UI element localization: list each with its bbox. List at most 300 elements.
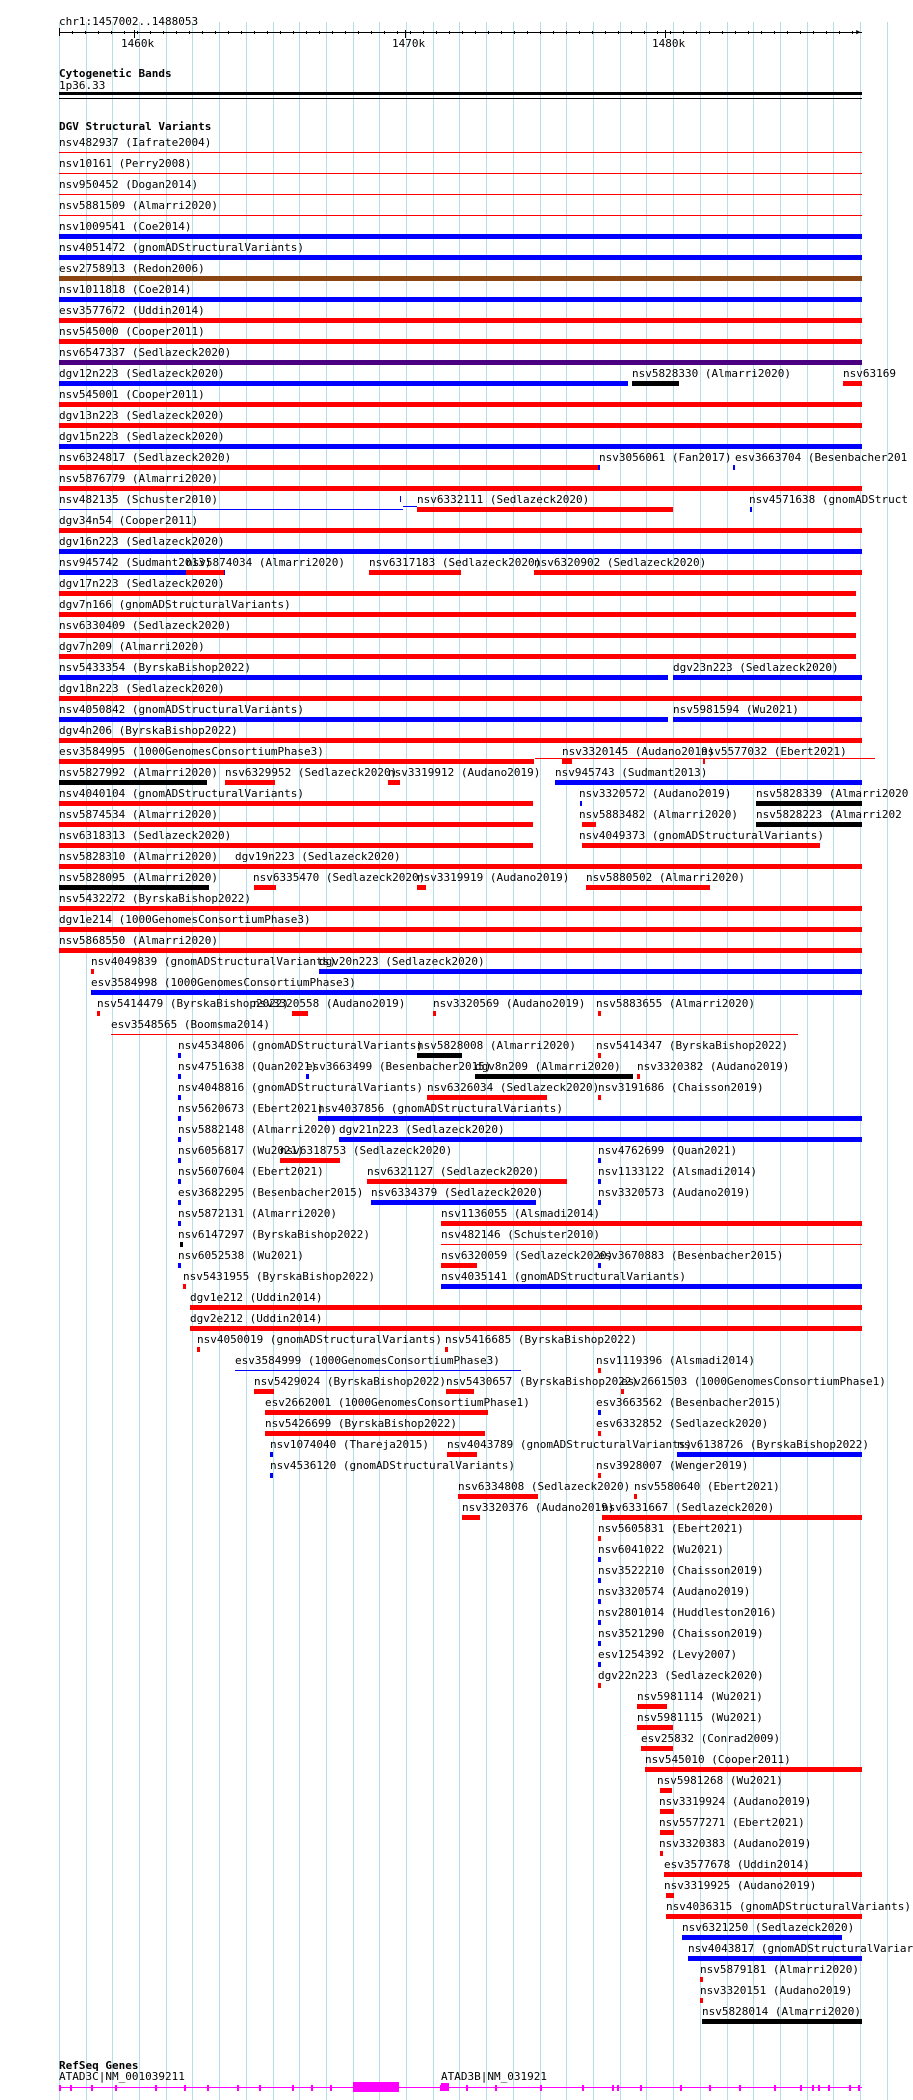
variant-label: nsv5981114 (Wu2021)	[637, 1690, 763, 1703]
variant-tick[interactable]	[700, 1998, 703, 2003]
variant-tick[interactable]	[598, 1263, 601, 1268]
gene-exon[interactable]	[91, 2085, 93, 2091]
variant-label: nsv5874534 (Almarri2020)	[59, 808, 218, 821]
variant-label: nsv945743 (Sudmant2013)	[555, 766, 708, 779]
variant-label: nsv3320145 (Audano2019)	[562, 745, 715, 758]
variant-line	[59, 194, 862, 195]
variant-bar[interactable]	[59, 906, 862, 911]
variant-label: nsv5416685 (ByrskaBishop2022)	[445, 1333, 638, 1346]
variant-tick[interactable]	[598, 1683, 601, 1688]
variant-label: esv3584999 (1000GenomesConsortiumPhase3)	[235, 1354, 500, 1367]
variant-bar[interactable]	[641, 1746, 673, 1751]
ruler-minor-tick	[657, 31, 658, 34]
variant-tick[interactable]	[580, 801, 582, 806]
variant-tick[interactable]	[197, 1347, 200, 1352]
variant-bar[interactable]	[441, 1263, 477, 1268]
cytoband-bar[interactable]	[59, 92, 862, 95]
variant-label: nsv3191686 (Chaisson2019)	[598, 1081, 764, 1094]
ruler-minor-tick	[683, 31, 684, 34]
variant-bar[interactable]	[59, 801, 533, 806]
variant-tick[interactable]	[598, 1662, 601, 1667]
variant-bar[interactable]	[632, 381, 679, 386]
variant-tick[interactable]	[598, 1410, 601, 1415]
variant-label: nsv4043789 (gnomADStructuralVariants)	[447, 1438, 693, 1451]
ruler-minor-tick	[722, 31, 723, 34]
variant-tick[interactable]	[598, 1158, 601, 1163]
variant-bar[interactable]	[673, 675, 862, 680]
variant-label: nsv6138726 (ByrskaBishop2022)	[677, 1438, 870, 1451]
gene-exon[interactable]	[812, 2085, 814, 2091]
variant-label: nsv3056061 (Fan2017)	[599, 451, 732, 464]
variant-bar[interactable]	[186, 570, 224, 575]
variant-label: nsv1133122 (Alsmadi2014)	[598, 1165, 757, 1178]
variant-tick[interactable]	[598, 1053, 601, 1058]
variant-tick[interactable]	[178, 1137, 181, 1142]
variant-bar[interactable]	[441, 1284, 862, 1289]
variant-label: esv2662001 (1000GenomesConsortiumPhase1)	[265, 1396, 530, 1409]
variant-label: dgv8n209 (Almarri2020)	[475, 1060, 621, 1073]
variant-label: nsv3320573 (Audano2019)	[598, 1186, 751, 1199]
gene-exon[interactable]	[849, 2085, 851, 2091]
variant-label: nsv4049373 (gnomADStructuralVariants)	[579, 829, 825, 842]
variant-label: nsv5431955 (ByrskaBishop2022)	[183, 1270, 376, 1283]
refseq-track-title: RefSeq Genes	[59, 2059, 139, 2072]
variant-bar[interactable]	[235, 864, 862, 869]
variant-bar[interactable]	[367, 1179, 567, 1184]
ruler-minor-tick	[436, 31, 437, 34]
variant-label: nsv6324817 (Sedlazeck2020)	[59, 451, 232, 464]
variant-label: esv25832 (Conrad2009)	[641, 1732, 781, 1745]
variant-label: nsv482146 (Schuster2010)	[441, 1228, 600, 1241]
ruler-minor-tick	[189, 31, 190, 34]
ruler-minor-tick	[735, 31, 736, 34]
variant-bar[interactable]	[388, 780, 400, 785]
ruler-minor-tick	[332, 31, 333, 34]
variant-bar[interactable]	[843, 381, 862, 386]
variant-label: nsv3320569 (Audano2019)	[433, 997, 586, 1010]
variant-tick[interactable]	[598, 1179, 601, 1184]
variant-bar[interactable]	[59, 423, 862, 428]
variant-label: nsv545000 (Cooper2011)	[59, 325, 205, 338]
ruler-minor-tick	[813, 31, 814, 34]
variant-bar[interactable]	[59, 318, 862, 323]
variant-tick[interactable]	[183, 1284, 186, 1289]
variant-bar[interactable]	[265, 1410, 488, 1415]
variant-bar[interactable]	[664, 1872, 862, 1877]
gene-exon[interactable]	[184, 2085, 186, 2091]
variant-bar[interactable]	[225, 780, 275, 785]
variant-tick[interactable]	[598, 465, 600, 470]
variant-label: esv1254392 (Levy2007)	[598, 1648, 738, 1661]
variant-label: nsv6330409 (Sedlazeck2020)	[59, 619, 232, 632]
variant-tick[interactable]	[178, 1263, 181, 1268]
variant-label: esv3663704 (Besenbacher201	[735, 451, 908, 464]
variant-line	[535, 758, 875, 759]
variant-label: nsv6052538 (Wu2021)	[178, 1249, 304, 1262]
variant-bar[interactable]	[59, 843, 533, 848]
variant-label: nsv3521290 (Chaisson2019)	[598, 1627, 764, 1640]
variant-tick[interactable]	[598, 1641, 601, 1646]
variant-label: nsv5882148 (Almarri2020)	[178, 1123, 337, 1136]
variant-label: esv2758913 (Redon2006)	[59, 262, 205, 275]
variant-tick[interactable]	[598, 1011, 601, 1016]
variant-label: nsv1011818 (Coe2014)	[59, 283, 192, 296]
variant-tick[interactable]	[445, 1347, 448, 1352]
gene-exon[interactable]	[207, 2085, 209, 2091]
variant-label: nsv5429024 (ByrskaBishop2022)	[254, 1375, 447, 1388]
variant-bar[interactable]	[756, 822, 862, 827]
variant-bar[interactable]	[59, 381, 628, 386]
variant-bar[interactable]	[534, 570, 862, 575]
variant-bar[interactable]	[660, 1830, 674, 1835]
variant-label: nsv6334808 (Sedlazeck2020)	[458, 1480, 631, 1493]
ruler-minor-tick	[709, 31, 710, 34]
variant-tick[interactable]	[598, 1200, 601, 1205]
variant-tick[interactable]	[598, 1599, 601, 1604]
gene-label-atad3c: ATAD3C|NM_001039211	[59, 2070, 185, 2083]
variant-label: nsv3319925 (Audano2019)	[664, 1879, 817, 1892]
variant-line	[59, 173, 862, 174]
gene-exon[interactable]	[774, 2085, 776, 2091]
variant-label: nsv3320383 (Audano2019)	[659, 1837, 812, 1850]
variant-label: dgv20n223 (Sedlazeck2020)	[319, 955, 485, 968]
variant-label: dgv1e214 (1000GenomesConsortiumPhase3)	[59, 913, 311, 926]
variant-label: nsv5828014 (Almarri2020)	[702, 2005, 861, 2018]
variant-bar[interactable]	[462, 1515, 480, 1520]
variant-tick[interactable]	[598, 1431, 601, 1436]
variant-bar[interactable]	[562, 759, 572, 764]
variant-bar[interactable]	[446, 1389, 474, 1394]
variant-bar[interactable]	[59, 360, 862, 365]
variant-label: nsv5981115 (Wu2021)	[637, 1711, 763, 1724]
variant-label: nsv6547337 (Sedlazeck2020)	[59, 346, 232, 359]
variant-tick[interactable]	[598, 1473, 601, 1478]
ruler-minor-tick	[462, 31, 463, 34]
variant-bar[interactable]	[280, 1158, 340, 1163]
variant-line	[111, 1034, 798, 1035]
gene-exon[interactable]	[709, 2085, 711, 2091]
variant-bar[interactable]	[586, 885, 710, 890]
variant-tick[interactable]	[178, 1116, 181, 1121]
variant-label: nsv5872131 (Almarri2020)	[178, 1207, 337, 1220]
variant-label: esv3548565 (Boomsma2014)	[111, 1018, 270, 1031]
gene-exon[interactable]	[612, 2085, 614, 2091]
gene-exon[interactable]	[330, 2085, 332, 2091]
gene-exon[interactable]	[828, 2085, 830, 2091]
variant-tick[interactable]	[598, 1578, 601, 1583]
variant-label: nsv6321250 (Sedlazeck2020)	[682, 1921, 855, 1934]
variant-label: nsv5605831 (Ebert2021)	[598, 1522, 744, 1535]
variant-bar[interactable]	[59, 234, 862, 239]
variant-bar[interactable]	[59, 612, 856, 617]
variant-endcap	[400, 496, 401, 502]
variant-label: nsv2801014 (Huddleston2016)	[598, 1606, 777, 1619]
variant-label: nsv5879181 (Almarri2020)	[700, 1963, 859, 1976]
variant-tick[interactable]	[598, 1620, 601, 1625]
variant-bar[interactable]	[59, 255, 862, 260]
variant-label: dgv19n223 (Sedlazeck2020)	[235, 850, 401, 863]
variant-bar[interactable]	[458, 1494, 538, 1499]
variant-label: nsv4049839 (gnomADStructuralVariants)	[91, 955, 337, 968]
ruler-start-tick	[59, 28, 60, 36]
variant-label: esv3577678 (Uddin2014)	[664, 1858, 810, 1871]
gene-exon[interactable]	[155, 2085, 157, 2091]
variant-tick[interactable]	[270, 1452, 273, 1457]
variant-bar[interactable]	[339, 1137, 862, 1142]
variant-bar[interactable]	[59, 759, 534, 764]
variant-line	[59, 509, 403, 510]
location-label: chr1:1457002..1488053	[59, 15, 199, 28]
variant-bar[interactable]	[292, 1011, 308, 1016]
gene-exon[interactable]	[858, 2085, 860, 2091]
gene-exon[interactable]	[800, 2085, 802, 2091]
variant-bar[interactable]	[59, 675, 668, 680]
ruler-minor-tick	[748, 31, 749, 34]
variant-bar[interactable]	[59, 927, 862, 932]
gene-exon[interactable]	[739, 2085, 741, 2091]
variant-bar[interactable]	[59, 297, 862, 302]
variant-tick[interactable]	[180, 1242, 183, 1247]
gene-exon[interactable]	[466, 2085, 468, 2091]
variant-bar[interactable]	[682, 1935, 842, 1940]
variant-label: nsv1074040 (Thareja2015)	[270, 1438, 429, 1451]
variant-tick[interactable]	[270, 1473, 273, 1478]
variant-tick[interactable]	[637, 1074, 640, 1079]
variant-tick[interactable]	[91, 969, 94, 974]
variant-bar[interactable]	[59, 465, 599, 470]
variant-tick[interactable]	[733, 465, 735, 470]
variant-label: nsv5828095 (Almarri2020)	[59, 871, 218, 884]
variant-bar[interactable]	[677, 1452, 862, 1457]
ruler-minor-tick	[475, 31, 476, 34]
ruler-minor-tick	[800, 31, 801, 34]
variant-bar[interactable]	[254, 1389, 274, 1394]
variant-tick[interactable]	[598, 1536, 601, 1541]
ruler-minor-tick	[215, 31, 216, 34]
variant-bar[interactable]	[702, 2019, 862, 2024]
gene-exon[interactable]	[495, 2085, 497, 2091]
variant-bar[interactable]	[475, 1074, 633, 1079]
variant-bar[interactable]	[59, 486, 862, 491]
variant-bar[interactable]	[637, 1704, 667, 1709]
variant-label: nsv3319924 (Audano2019)	[659, 1795, 812, 1808]
variant-bar[interactable]	[91, 990, 862, 995]
ruler-minor-tick	[228, 31, 229, 34]
variant-label: esv6332852 (Sedlazeck2020)	[596, 1417, 769, 1430]
variant-bar[interactable]	[666, 1893, 674, 1898]
variant-bar[interactable]	[602, 1515, 862, 1520]
variant-bar[interactable]	[688, 1956, 862, 1961]
gene-exon[interactable]	[617, 2085, 619, 2091]
variant-bar[interactable]	[254, 885, 276, 890]
variant-bar[interactable]	[59, 822, 533, 827]
variant-bar[interactable]	[190, 1305, 862, 1310]
variant-bar[interactable]	[369, 570, 461, 575]
variant-tick[interactable]	[178, 1200, 181, 1205]
variant-bar[interactable]	[190, 1326, 862, 1331]
variant-label: nsv3320151 (Audano2019)	[700, 1984, 853, 1997]
ruler-minor-tick	[358, 31, 359, 34]
gene-exon[interactable]	[582, 2085, 584, 2091]
variant-label: nsv3320376 (Audano2019)	[462, 1501, 615, 1514]
ruler-minor-tick	[696, 31, 697, 34]
variant-bar[interactable]	[59, 738, 862, 743]
variant-tick[interactable]	[178, 1179, 181, 1184]
cytoband-track-title: Cytogenetic Bands	[59, 67, 172, 80]
variant-bar[interactable]	[59, 444, 862, 449]
variant-bar[interactable]	[417, 1053, 462, 1058]
variant-bar[interactable]	[59, 633, 856, 638]
variant-bar[interactable]	[59, 696, 862, 701]
ruler-minor-tick	[761, 31, 762, 34]
variant-label: dgv34n54 (Cooper2011)	[59, 514, 199, 527]
variant-bar[interactable]	[417, 885, 426, 890]
variant-label: nsv545001 (Cooper2011)	[59, 388, 205, 401]
variant-label: nsv5828008 (Almarri2020)	[417, 1039, 576, 1052]
ruler-minor-tick	[72, 31, 73, 34]
ruler-minor-tick	[137, 31, 138, 34]
variant-label: dgv2e212 (Uddin2014)	[190, 1312, 323, 1325]
variant-label: nsv6321127 (Sedlazeck2020)	[367, 1165, 540, 1178]
ruler-minor-tick	[397, 31, 398, 34]
variant-bar[interactable]	[637, 1725, 673, 1730]
variant-tick[interactable]	[306, 1074, 309, 1079]
ruler-label: 1480k	[652, 37, 686, 50]
variant-tick[interactable]	[598, 1557, 601, 1562]
ruler-minor-tick	[293, 31, 294, 34]
variant-label: nsv5827992 (Almarri2020)	[59, 766, 218, 779]
variant-tick[interactable]	[598, 1368, 601, 1373]
variant-bar[interactable]	[660, 1788, 672, 1793]
variant-bar[interactable]	[756, 801, 862, 806]
ruler-minor-tick	[852, 31, 853, 34]
gene-exon-block[interactable]	[441, 2083, 449, 2091]
variant-bar[interactable]	[318, 1116, 862, 1121]
variant-bar[interactable]	[59, 591, 856, 596]
variant-bar[interactable]	[441, 1221, 862, 1226]
variant-tick[interactable]	[634, 1494, 637, 1499]
variant-label: nsv3319912 (Audano2019)	[388, 766, 541, 779]
variant-bar[interactable]	[59, 528, 862, 533]
ruler-minor-tick	[176, 31, 177, 34]
ruler-minor-tick	[371, 31, 372, 34]
ruler-axis	[59, 32, 862, 33]
variant-label: nsv3320382 (Audano2019)	[637, 1060, 790, 1073]
variant-label: nsv950452 (Dogan2014)	[59, 178, 199, 191]
variant-bar[interactable]	[582, 843, 820, 848]
variant-tick[interactable]	[178, 1074, 181, 1079]
gene-exon[interactable]	[311, 2085, 313, 2091]
variant-bar[interactable]	[265, 1431, 485, 1436]
variant-label: nsv4536120 (gnomADStructuralVariants)	[270, 1459, 516, 1472]
ruler-minor-tick	[124, 31, 125, 34]
gene-exon[interactable]	[540, 2085, 542, 2091]
variant-bar[interactable]	[59, 717, 668, 722]
ruler-minor-tick	[410, 31, 411, 34]
variant-tick[interactable]	[178, 1053, 181, 1058]
variant-label: nsv4036315 (gnomADStructuralVariants)	[666, 1900, 912, 1913]
variant-bar[interactable]	[59, 276, 862, 281]
gene-exon[interactable]	[292, 2085, 294, 2091]
variant-bar[interactable]	[555, 780, 862, 785]
variant-bar[interactable]	[371, 1200, 536, 1205]
variant-tick[interactable]	[598, 1095, 601, 1100]
ruler-minor-tick	[488, 31, 489, 34]
variant-tick[interactable]	[178, 1221, 181, 1226]
gene-exon[interactable]	[70, 2085, 72, 2091]
variant-bar[interactable]	[645, 1767, 862, 1772]
variant-label: nsv6335470 (Sedlazeck2020)	[253, 871, 426, 884]
variant-bar[interactable]	[59, 885, 209, 890]
variant-label: dgv13n223 (Sedlazeck2020)	[59, 409, 225, 422]
variant-tick[interactable]	[433, 1011, 436, 1016]
variant-label: nsv5433354 (ByrskaBishop2022)	[59, 661, 252, 674]
gene-exon[interactable]	[640, 2085, 642, 2091]
variant-bar[interactable]	[660, 1809, 674, 1814]
variant-bar[interactable]	[666, 1914, 862, 1919]
gene-exon[interactable]	[59, 2085, 61, 2091]
ruler-minor-tick	[241, 31, 242, 34]
variant-label: dgv22n223 (Sedlazeck2020)	[598, 1669, 764, 1682]
variant-bar[interactable]	[59, 654, 856, 659]
gene-exon[interactable]	[259, 2085, 261, 2091]
cytoband-label: 1p36.33	[59, 79, 106, 92]
cytoband-border	[59, 98, 862, 99]
variant-label: nsv4035141 (gnomADStructuralVariants)	[441, 1270, 687, 1283]
variant-line	[235, 1370, 521, 1371]
gene-exon[interactable]	[115, 2085, 117, 2091]
variant-bar[interactable]	[319, 969, 862, 974]
variant-bar[interactable]	[59, 948, 862, 953]
variant-tick[interactable]	[700, 1977, 703, 1982]
variant-label: nsv5577032 (Ebert2021)	[701, 745, 847, 758]
variant-label: dgv7n166 (gnomADStructuralVariants)	[59, 598, 291, 611]
gene-exon[interactable]	[680, 2085, 682, 2091]
ruler-minor-tick	[644, 31, 645, 34]
variant-tick[interactable]	[178, 1095, 181, 1100]
variant-bar[interactable]	[582, 822, 596, 827]
variant-bar[interactable]	[427, 1095, 547, 1100]
ruler-minor-tick	[553, 31, 554, 34]
variant-tick[interactable]	[97, 1011, 100, 1016]
variant-label: dgv4n206 (ByrskaBishop2022)	[59, 724, 238, 737]
variant-tick[interactable]	[621, 1389, 624, 1394]
gene-exon[interactable]	[818, 2085, 820, 2091]
variant-tick[interactable]	[660, 1851, 663, 1856]
variant-bar[interactable]	[59, 549, 862, 554]
variant-label: nsv6331667 (Sedlazeck2020)	[602, 1501, 775, 1514]
variant-bar[interactable]	[59, 780, 207, 785]
variant-label: nsv5981594 (Wu2021)	[673, 703, 799, 716]
variant-label: nsv5828223 (Almarri202	[756, 808, 902, 821]
ruler-minor-tick	[774, 31, 775, 34]
variant-bar[interactable]	[59, 339, 862, 344]
variant-bar[interactable]	[59, 402, 862, 407]
gene-exon[interactable]	[237, 2085, 239, 2091]
variant-bar[interactable]	[673, 717, 862, 722]
variant-label: nsv5432272 (ByrskaBishop2022)	[59, 892, 252, 905]
variant-bar[interactable]	[447, 1452, 477, 1457]
variant-label: nsv6334379 (Sedlazeck2020)	[371, 1186, 544, 1199]
variant-bar[interactable]	[417, 507, 673, 512]
variant-tick[interactable]	[750, 507, 752, 512]
variant-label: nsv6320902 (Sedlazeck2020)	[534, 556, 707, 569]
variant-label: nsv3522210 (Chaisson2019)	[598, 1564, 764, 1577]
variant-tick[interactable]	[703, 759, 705, 764]
ruler-minor-tick	[202, 31, 203, 34]
variant-tick[interactable]	[178, 1158, 181, 1163]
gene-exon-block[interactable]	[353, 2082, 399, 2092]
